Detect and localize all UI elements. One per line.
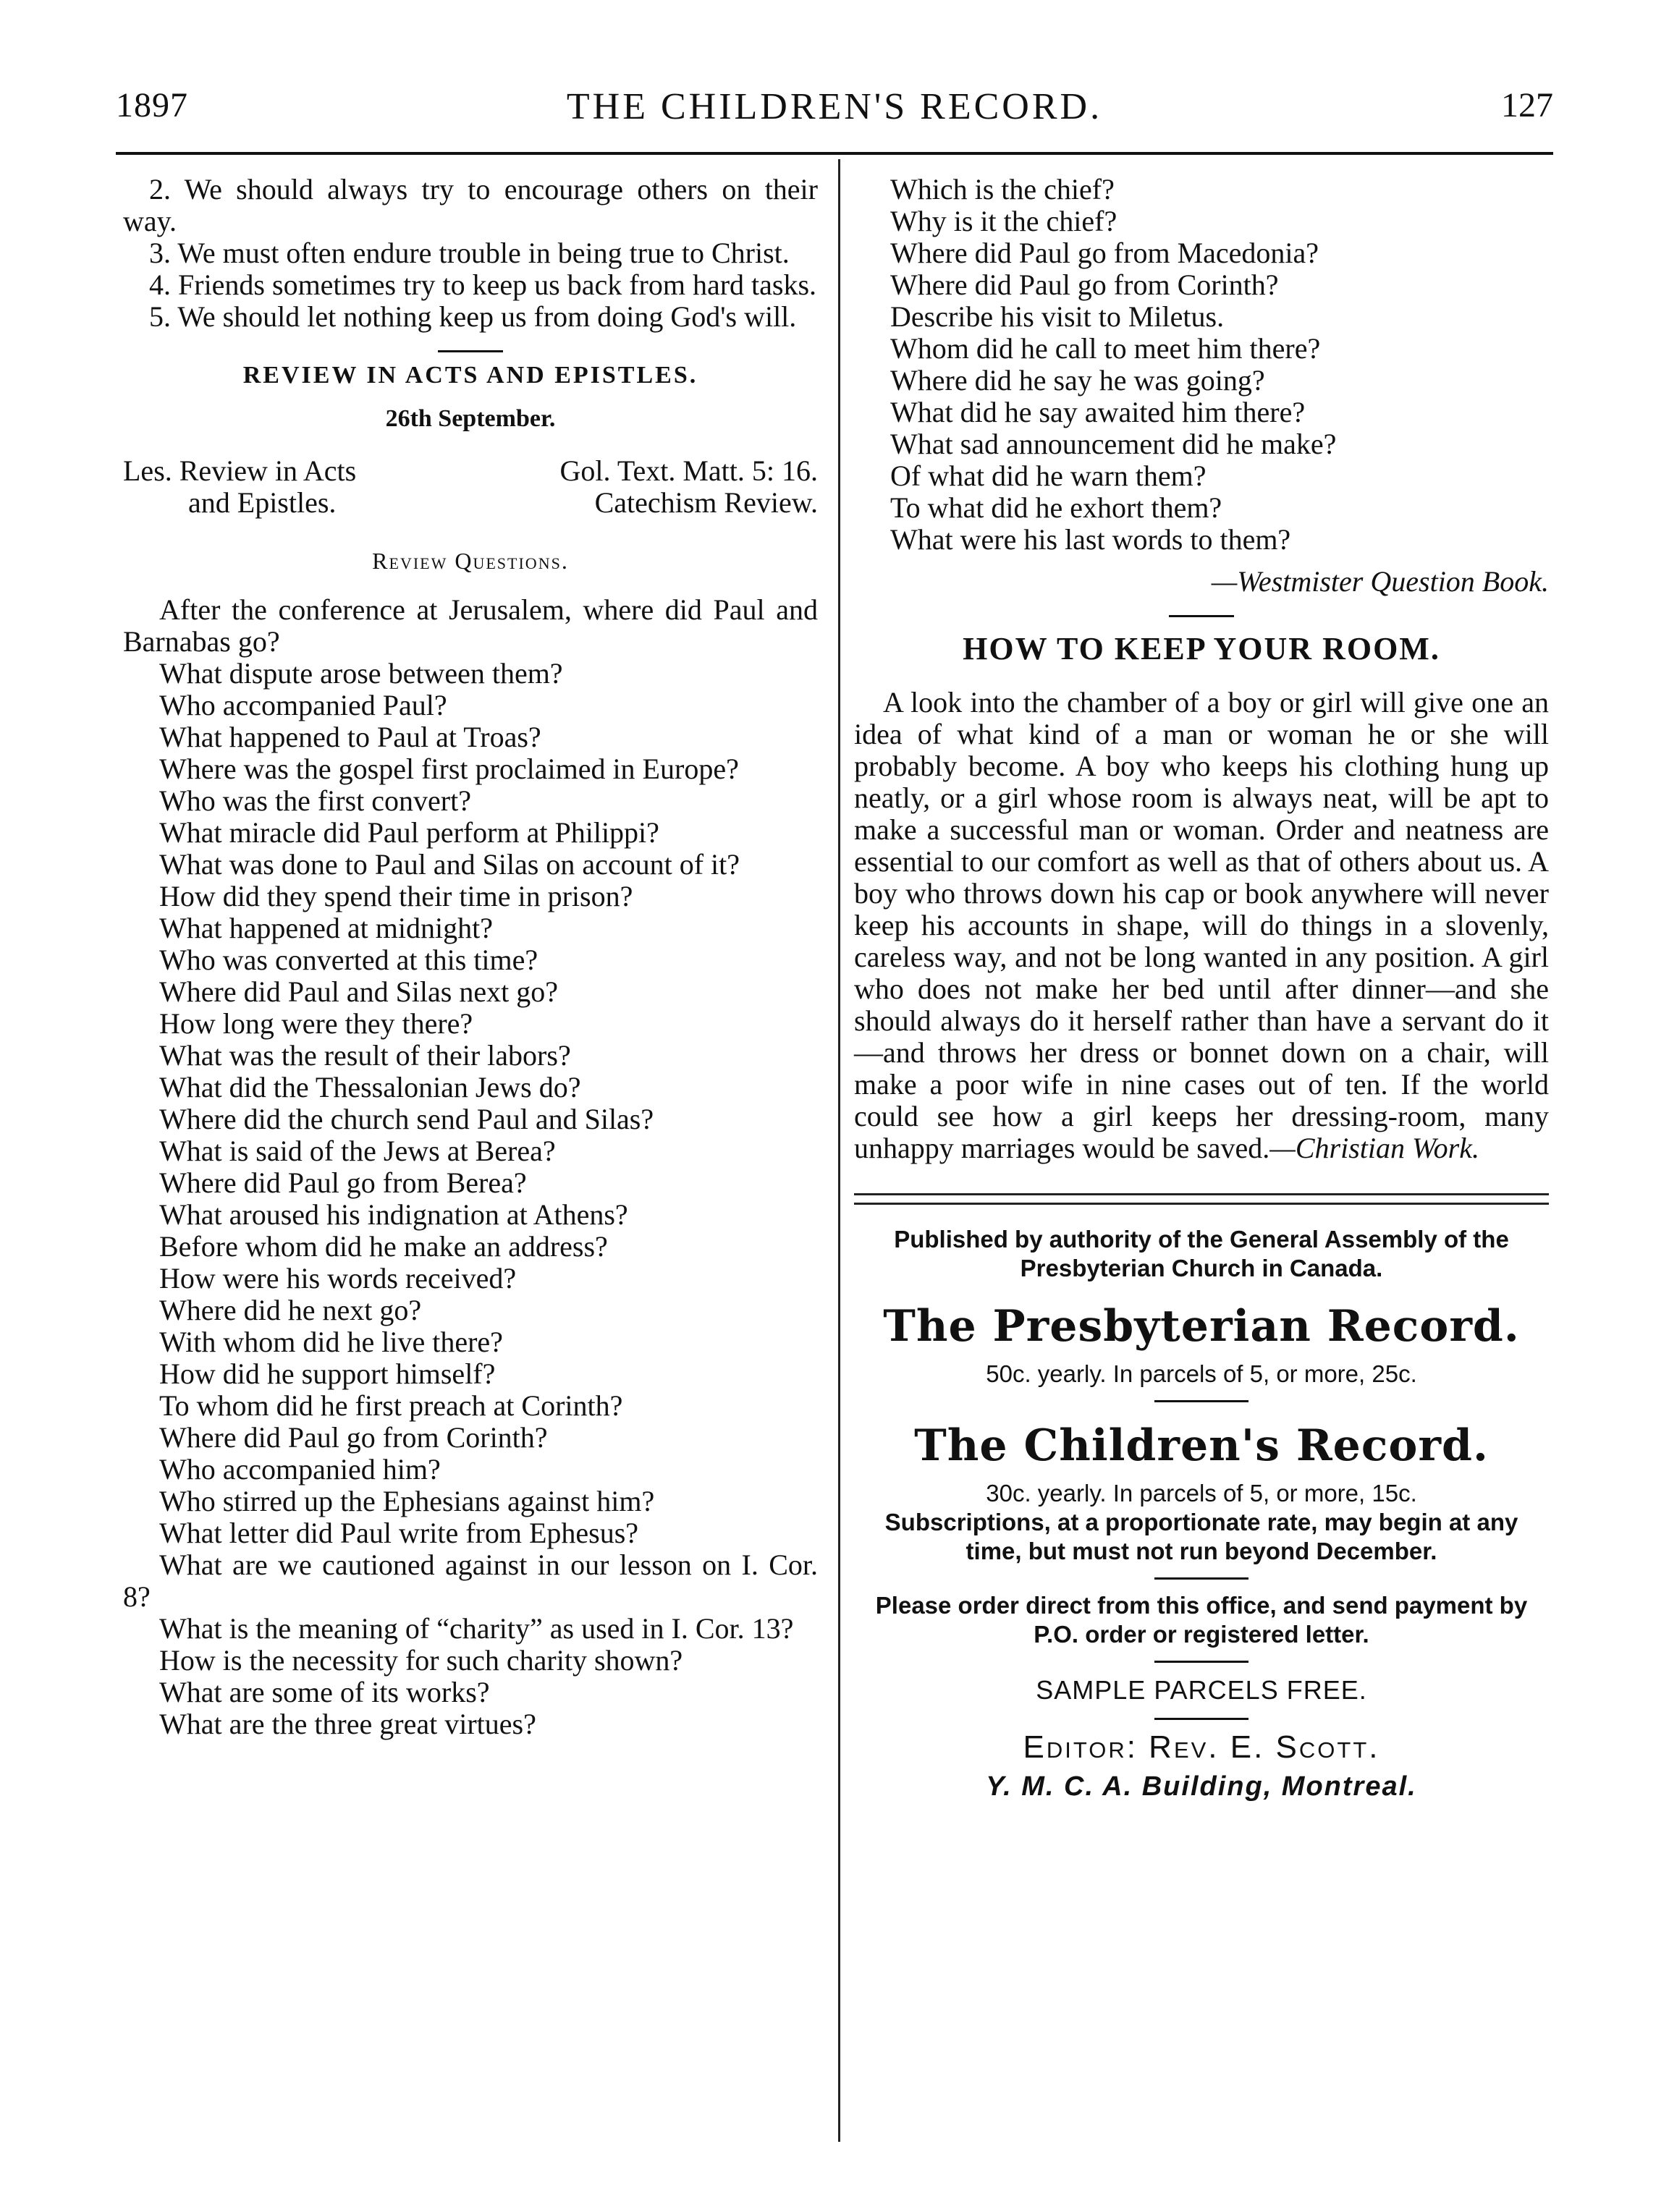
section-rule [1154,1661,1248,1663]
question: How is the necessity for such charity shown? [159,1644,683,1677]
article-title: HOW TO KEEP YOUR ROOM. [963,631,1440,666]
page-number: 127 [1501,86,1553,124]
continued-questions [854,174,1549,556]
question: Where did he next go? [159,1294,422,1326]
question: Before whom did he make an address? [159,1230,608,1263]
question: Who accompanied him? [159,1453,441,1486]
address-line: Y. M. C. A. Building, Montreal. [986,1771,1417,1802]
question: What are the three great virtues? [159,1708,536,1740]
article-signature: —Christian Work. [1269,1132,1479,1164]
double-rule [854,1203,1549,1205]
question: Of what did he warn them? [890,459,1207,492]
page-header [116,85,1553,136]
catechism: Catechism Review. [594,486,818,519]
question: Who was converted at this time? [159,944,538,976]
question: What happened to Paul at Troas? [159,721,541,753]
golden-text: Gol. Text. Matt. 5: 16. [559,454,818,487]
lesson-point: 3. We must often endure trouble in being true to Christ. [149,237,790,269]
question: Which is the chief? [890,173,1115,205]
header-year: 1897 [116,86,188,124]
question: Describe his visit to Miletus. [890,300,1225,333]
question-source: —Westmister Question Book. [1211,565,1549,598]
lesson-point: 5. We should let nothing keep us from doing God's will. [149,300,797,333]
question: With whom did he live there? [159,1326,503,1358]
question: What aroused his indignation at Athens? [159,1198,628,1231]
question: Where did Paul go from Corinth? [159,1421,548,1454]
question: What is the meaning of “charity” as used in I. Cor. 13? [159,1612,794,1645]
question: How long were they there? [159,1007,473,1040]
review-heading: REVIEW IN ACTS AND EPISTLES. [242,362,698,389]
order-note: Please order direct from this office, and send payment by P.O. order or registered letter. [875,1592,1528,1648]
question: What sad announcement did he make? [890,428,1337,460]
question: What were his last words to them? [890,523,1291,556]
article-text: A look into the chamber of a boy or girl will give one an idea of what kind of a man or woman he or she will probably become. A boy who keeps his clothing hung up neatly, or a girl whose room is always neat, will be apt to make a successful man or woman. Order and neatness are essential to our comfort as well as that of others about us. A boy who throws down his cap or book anywhere will never keep his accounts in shape, will do things in a slovenly, careless way, and not be long wanted in any position. A girl who does not make her bed until after dinner—and she should always do it herself rather than have a servant do it—and throws her dress or bonnet down on a chair, will make a poor wife in nine cases out of ten. If the world could see how a girl keeps her dressing-room, many unhappy marriages would be saved. [854,686,1549,1164]
section-rule [1154,1577,1248,1580]
section-rule [1154,1718,1248,1720]
question: What did the Thessalonian Jews do? [159,1071,581,1103]
presbyterian-price: 50c. yearly. In parcels of 5, or more, 25c. [986,1360,1417,1387]
question: Who accompanied Paul? [159,689,447,721]
lesson-info-row [123,487,818,519]
question: What did he say awaited him there? [890,396,1306,428]
question: What was the result of their labors? [159,1039,571,1072]
double-rule [854,1193,1549,1195]
question: Whom did he call to meet him there? [890,332,1321,365]
question: How were his words received? [159,1262,517,1294]
section-rule [438,350,503,352]
question: Where was the gospel first proclaimed in Europe? [159,753,739,785]
question: Where did Paul go from Corinth? [890,268,1279,301]
right-column [854,174,1549,1802]
question: Why is it the chief? [890,205,1117,237]
question: Where did Paul go from Macedonia? [890,237,1319,269]
editor-line: Editor: Rev. E. Scott. [1023,1729,1380,1765]
question: How did they spend their time in prison? [159,880,633,912]
question: What was done to Paul and Silas on account of it? [159,848,740,881]
question: What miracle did Paul perform at Philippi? [159,816,659,849]
question: What happened at midnight? [159,912,493,944]
article-body [854,687,1549,1164]
review-date: 26th September. [385,405,556,432]
question: How did he support himself? [159,1357,496,1390]
question: What dispute arose between them? [159,657,563,690]
question: What are some of its works? [159,1676,490,1708]
childrens-price: 30c. yearly. In parcels of 5, or more, 15c. [986,1480,1417,1507]
header-rule [116,152,1553,155]
question: What are we cautioned against in our lesson on I. Cor. 8? [123,1548,818,1613]
publisher-note: Published by authority of the General Assembly of the Presbyterian Church in Canada. [894,1226,1509,1281]
subscription-note: Subscriptions, at a proportionate rate, may begin at any time, but must not run beyond December. [884,1509,1518,1564]
question: To whom did he first preach at Corinth? [159,1389,623,1422]
left-column [123,174,818,1740]
childrens-record-title: The Children's Record. [914,1420,1489,1471]
review-questions-heading: Review Questions. [372,548,569,574]
question: Who stirred up the Ephesians against him? [159,1485,655,1517]
lesson-point: 4. Friends sometimes try to keep us back from hard tasks. [149,268,817,301]
section-rule [1154,1400,1248,1402]
lesson-label: Les. Review in Acts [123,454,357,487]
question: Where did Paul go from Berea? [159,1166,527,1199]
question: To what did he exhort them? [890,491,1222,524]
question: After the conference at Jerusalem, where did Paul and Barnabas go? [123,593,818,658]
question: Who was the first convert? [159,784,471,817]
column-divider [838,159,840,2142]
question: Where did he say he was going? [890,364,1265,397]
question: Where did the church send Paul and Silas? [159,1103,654,1135]
lesson-label-cont: and Epistles. [188,486,337,519]
review-questions-list [123,594,818,1740]
question: What letter did Paul write from Ephesus? [159,1517,639,1549]
publication-title: THE CHILDREN'S RECORD. [566,86,1103,127]
sample-parcels: SAMPLE PARCELS FREE. [1036,1675,1367,1705]
lesson-info-row [123,455,818,487]
section-rule [1169,615,1234,617]
presbyterian-record-title: The Presbyterian Record. [883,1301,1520,1352]
question: What is said of the Jews at Berea? [159,1135,556,1167]
lesson-point: 2. We should always try to encourage others on their way. [123,173,818,237]
question: Where did Paul and Silas next go? [159,975,558,1008]
